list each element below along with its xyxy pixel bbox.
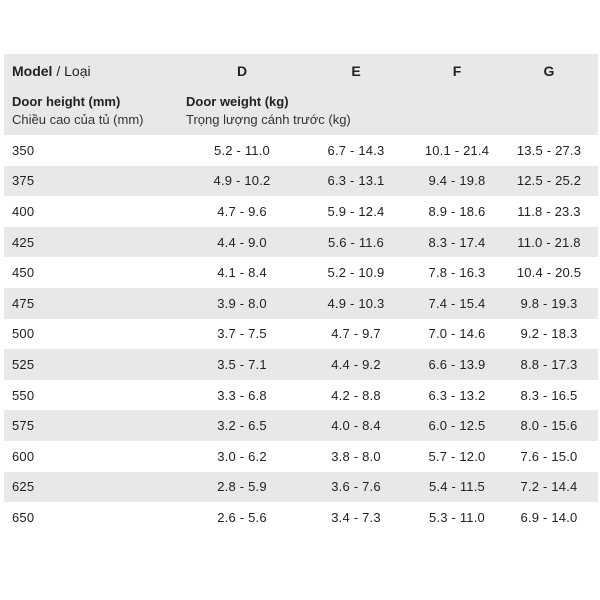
door-height-label-vi: Chiều cao của tủ (mm): [12, 112, 144, 127]
weight-cell-d: 3.7 - 7.5: [217, 326, 267, 342]
weight-cell-d: 5.2 - 11.0: [214, 142, 270, 158]
weight-cell-d: 3.3 - 6.8: [217, 387, 267, 403]
weight-cell-d: 4.7 - 9.6: [217, 203, 267, 219]
weight-cell-f: 5.7 - 12.0: [428, 448, 486, 464]
weight-cell-d: 3.5 - 7.1: [217, 356, 267, 372]
weight-cell-g: 7.2 - 14.4: [520, 479, 578, 495]
table-row: [4, 441, 598, 472]
height-cell: 650: [12, 509, 35, 525]
weight-cell-f: 9.4 - 19.8: [428, 173, 486, 189]
model-label-vi: / Loại: [52, 62, 91, 79]
weight-cell-g: 12.5 - 25.2: [516, 173, 582, 189]
table-row: [4, 319, 598, 350]
height-cell: 375: [12, 173, 35, 189]
height-cell: 450: [12, 265, 35, 281]
weight-cell-g: 9.2 - 18.3: [520, 326, 578, 342]
door-weight-table: [4, 54, 598, 533]
table-header-model-row: [4, 54, 598, 87]
weight-cell-g: 8.0 - 15.6: [520, 418, 578, 434]
weight-cell-e: 4.2 - 8.8: [331, 387, 381, 403]
weight-cell-e: 3.6 - 7.6: [331, 479, 381, 495]
weight-cell-d: 3.9 - 8.0: [217, 295, 267, 311]
weight-cell-f: 8.3 - 17.4: [428, 234, 486, 250]
weight-cell-g: 11.8 - 23.3: [517, 203, 581, 219]
door-weight-label-vi: Trọng lượng cánh trước (kg): [186, 112, 351, 127]
weight-cell-e: 6.3 - 13.1: [327, 173, 385, 189]
height-cell: 400: [12, 203, 35, 219]
door-weight-label: Door weight (kg): [186, 94, 289, 109]
weight-cell-e: 5.2 - 10.9: [327, 265, 385, 281]
height-cell: 350: [12, 142, 35, 158]
weight-cell-f: 7.4 - 15.4: [428, 295, 486, 311]
weight-cell-f: 5.4 - 11.5: [429, 479, 485, 495]
door-weight-header: [186, 93, 351, 129]
weight-cell-f: 6.6 - 13.9: [428, 356, 486, 372]
column-header-f: F: [452, 62, 462, 79]
table-row: [4, 166, 598, 197]
height-cell: 500: [12, 326, 35, 342]
weight-cell-g: 8.3 - 16.5: [520, 387, 578, 403]
weight-cell-e: 4.9 - 10.3: [327, 295, 385, 311]
weight-cell-d: 4.9 - 10.2: [213, 173, 271, 189]
column-header-d: D: [236, 62, 248, 79]
weight-cell-e: 4.0 - 8.4: [331, 418, 381, 434]
weight-cell-d: 3.2 - 6.5: [217, 418, 267, 434]
table-header-units-row: [4, 87, 598, 135]
weight-cell-g: 9.8 - 19.3: [520, 295, 578, 311]
weight-cell-e: 4.4 - 9.2: [331, 356, 381, 372]
weight-cell-d: 2.8 - 5.9: [217, 479, 267, 495]
weight-cell-g: 10.4 - 20.5: [516, 265, 582, 281]
table-row: [4, 410, 598, 441]
height-cell: 475: [12, 295, 35, 311]
height-cell: 625: [12, 479, 35, 495]
weight-cell-f: 6.3 - 13.2: [428, 387, 486, 403]
weight-cell-e: 3.4 - 7.3: [331, 509, 381, 525]
table-row: [4, 196, 598, 227]
weight-cell-g: 13.5 - 27.3: [516, 142, 582, 158]
weight-cell-f: 8.9 - 18.6: [428, 203, 486, 219]
weight-cell-e: 4.7 - 9.7: [331, 326, 381, 342]
weight-cell-g: 8.8 - 17.3: [520, 356, 578, 372]
table-row: [4, 227, 598, 258]
weight-cell-g: 6.9 - 14.0: [520, 509, 578, 525]
height-cell: 425: [12, 234, 35, 250]
weight-cell-d: 4.4 - 9.0: [217, 234, 267, 250]
weight-cell-f: 7.8 - 16.3: [428, 265, 486, 281]
weight-cell-d: 2.6 - 5.6: [217, 509, 267, 525]
door-height-header: [4, 93, 186, 129]
weight-cell-f: 6.0 - 12.5: [428, 418, 486, 434]
weight-cell-d: 3.0 - 6.2: [217, 448, 267, 464]
table-row: [4, 349, 598, 380]
weight-cell-g: 11.0 - 21.8: [517, 234, 581, 250]
weight-cell-f: 5.3 - 11.0: [429, 509, 485, 525]
weight-cell-g: 7.6 - 15.0: [520, 448, 578, 464]
weight-cell-f: 7.0 - 14.6: [428, 326, 486, 342]
weight-cell-d: 4.1 - 8.4: [217, 265, 267, 281]
table-row: [4, 380, 598, 411]
table-body: [4, 135, 598, 533]
weight-cell-e: 3.8 - 8.0: [331, 448, 381, 464]
table-row: [4, 288, 598, 319]
table-row: [4, 135, 598, 166]
table-row: [4, 502, 598, 533]
height-cell: 525: [12, 356, 35, 372]
column-header-e: E: [351, 62, 361, 79]
column-header-g: G: [543, 62, 555, 79]
height-cell: 550: [12, 387, 35, 403]
door-height-label: Door height (mm): [12, 94, 121, 109]
weight-cell-e: 5.9 - 12.4: [327, 203, 385, 219]
table-row: [4, 257, 598, 288]
weight-cell-e: 5.6 - 11.6: [328, 234, 384, 250]
weight-cell-e: 6.7 - 14.3: [327, 142, 385, 158]
weight-cell-f: 10.1 - 21.4: [424, 142, 490, 158]
table-row: [4, 472, 598, 503]
model-label-bold: Model: [12, 62, 53, 79]
height-cell: 600: [12, 448, 35, 464]
height-cell: 575: [12, 418, 35, 434]
model-label: [4, 63, 186, 79]
